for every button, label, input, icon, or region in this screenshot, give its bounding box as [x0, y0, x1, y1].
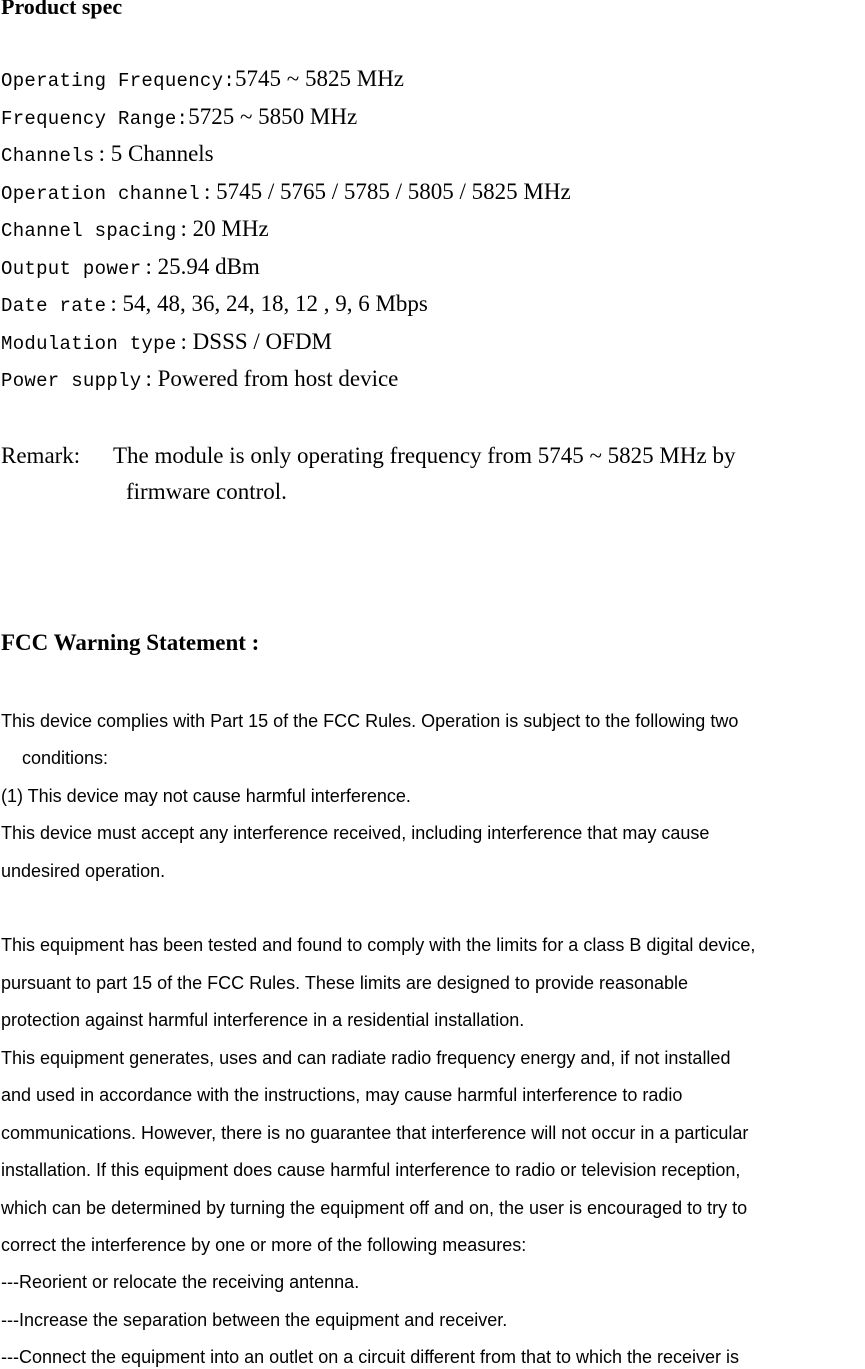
- fcc-line: (1) This device may not cause harmful interference.: [1, 786, 411, 806]
- page-title: Product spec: [1, 0, 123, 19]
- spec-value: : 25.94 dBm: [145, 254, 260, 279]
- spec-value: : DSSS / OFDM: [180, 329, 333, 354]
- spec-row-operating-frequency: [1, 66, 404, 96]
- spec-row-date-rate: [1, 291, 428, 321]
- fcc-line: and used in accordance with the instructions, may cause harmful interference to radio: [1, 1085, 683, 1105]
- remark: [1, 443, 735, 469]
- spec-key: Channel spacing: [1, 220, 177, 242]
- spec-row-channel-spacing: [1, 216, 269, 246]
- remark-text-continued: firmware control.: [126, 479, 287, 504]
- remark-label: Remark:: [1, 443, 81, 468]
- spec-row-operation-channel: [1, 179, 571, 209]
- spec-key: Modulation type: [1, 333, 177, 355]
- spec-row-channels: [1, 141, 214, 171]
- fcc-line: ---Increase the separation between the equipment and receiver.: [1, 1310, 508, 1330]
- spec-key: Channels: [1, 145, 95, 167]
- spec-value: : 20 MHz: [180, 216, 269, 241]
- spec-row-modulation-type: [1, 329, 332, 359]
- spec-row-frequency-range: [1, 104, 357, 134]
- spec-key: Power supply: [1, 370, 142, 392]
- spec-row-output-power: [1, 254, 260, 284]
- fcc-line: This device complies with Part 15 of the FCC Rules. Operation is subject to the following two: [1, 711, 739, 731]
- spec-value: : 5 Channels: [98, 141, 214, 166]
- spec-value: : 54, 48, 36, 24, 18, 12 , 9, 6 Mbps: [110, 291, 428, 316]
- fcc-line: ---Reorient or relocate the receiving antenna.: [1, 1272, 360, 1292]
- spec-key: Operation channel: [1, 183, 200, 205]
- spec-value: 5725 ~ 5850 MHz: [188, 104, 358, 129]
- fcc-heading: FCC Warning Statement :: [1, 630, 260, 655]
- fcc-line: ---Connect the equipment into an outlet on a circuit different from that to which the receiver is: [1, 1347, 740, 1367]
- fcc-line: which can be determined by turning the equipment off and on, the user is encouraged to try to: [1, 1198, 748, 1218]
- fcc-line: This device must accept any interference received, including interference that may cause: [1, 823, 710, 843]
- fcc-line: communications. However, there is no guarantee that interference will not occur in a particular: [1, 1123, 749, 1143]
- spec-value: 5745 ~ 5825 MHz: [235, 66, 405, 91]
- fcc-line: conditions:: [22, 748, 109, 768]
- spec-value: : 5745 / 5765 / 5785 / 5805 / 5825 MHz: [203, 179, 571, 204]
- fcc-line: protection against harmful interference in a residential installation.: [1, 1010, 525, 1030]
- fcc-line: pursuant to part 15 of the FCC Rules. These limits are designed to provide reasonable: [1, 973, 689, 993]
- spec-key: Operating Frequency:: [1, 70, 236, 92]
- fcc-line: This equipment has been tested and found to comply with the limits for a class B digital device,: [1, 935, 756, 955]
- remark-text: The module is only operating frequency from 5745 ~ 5825 MHz by: [113, 443, 736, 468]
- spec-row-power-supply: [1, 366, 398, 396]
- fcc-line: undesired operation.: [1, 861, 166, 881]
- fcc-line: installation. If this equipment does cause harmful interference to radio or television reception,: [1, 1160, 741, 1180]
- spec-value: : Powered from host device: [145, 366, 399, 391]
- spec-key: Output power: [1, 258, 142, 280]
- spec-key: Date rate: [1, 295, 107, 317]
- fcc-line: correct the interference by one or more of the following measures:: [1, 1235, 527, 1255]
- fcc-line: This equipment generates, uses and can radiate radio frequency energy and, if not installed: [1, 1048, 731, 1068]
- spec-key: Frequency Range:: [1, 108, 189, 130]
